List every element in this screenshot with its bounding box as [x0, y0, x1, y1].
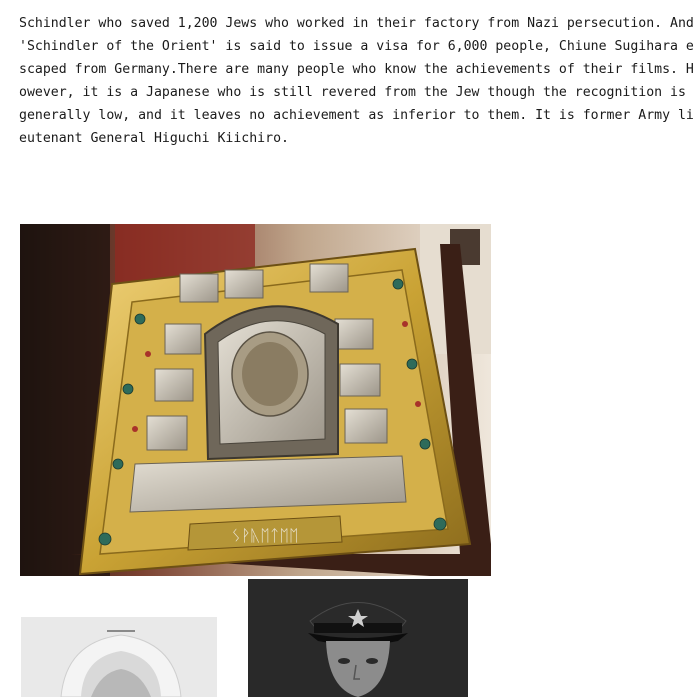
book-cover-illustration — [20, 224, 491, 576]
article-line: eutenant General Higuchi Kiichiro. — [19, 131, 289, 146]
article-line: owever, it is a Japanese who is still revered from the Jew though the recognition is — [19, 85, 686, 100]
elderly-man-photo — [21, 617, 217, 697]
article-line: scaped from Germany.There are many people who know the achievements of their films. H — [19, 62, 694, 77]
article-paragraph — [19, 12, 694, 150]
book-inscription: ᛊᚹᚣᛖᛏᛖᛖ — [231, 526, 299, 545]
elderly-man-illustration — [21, 617, 217, 697]
officer-portrait-photo — [248, 579, 468, 697]
article-line: 'Schindler of the Orient' is said to issue a visa for 6,000 people, Chiune Sugihara e — [19, 39, 694, 54]
book-cover-photo — [20, 224, 491, 576]
article-line: generally low, and it leaves no achievement as inferior to them. It is former Army li — [19, 108, 694, 123]
officer-portrait-illustration — [248, 579, 468, 697]
article-line: Schindler who saved 1,200 Jews who worked in their factory from Nazi persecution. And — [19, 16, 694, 31]
